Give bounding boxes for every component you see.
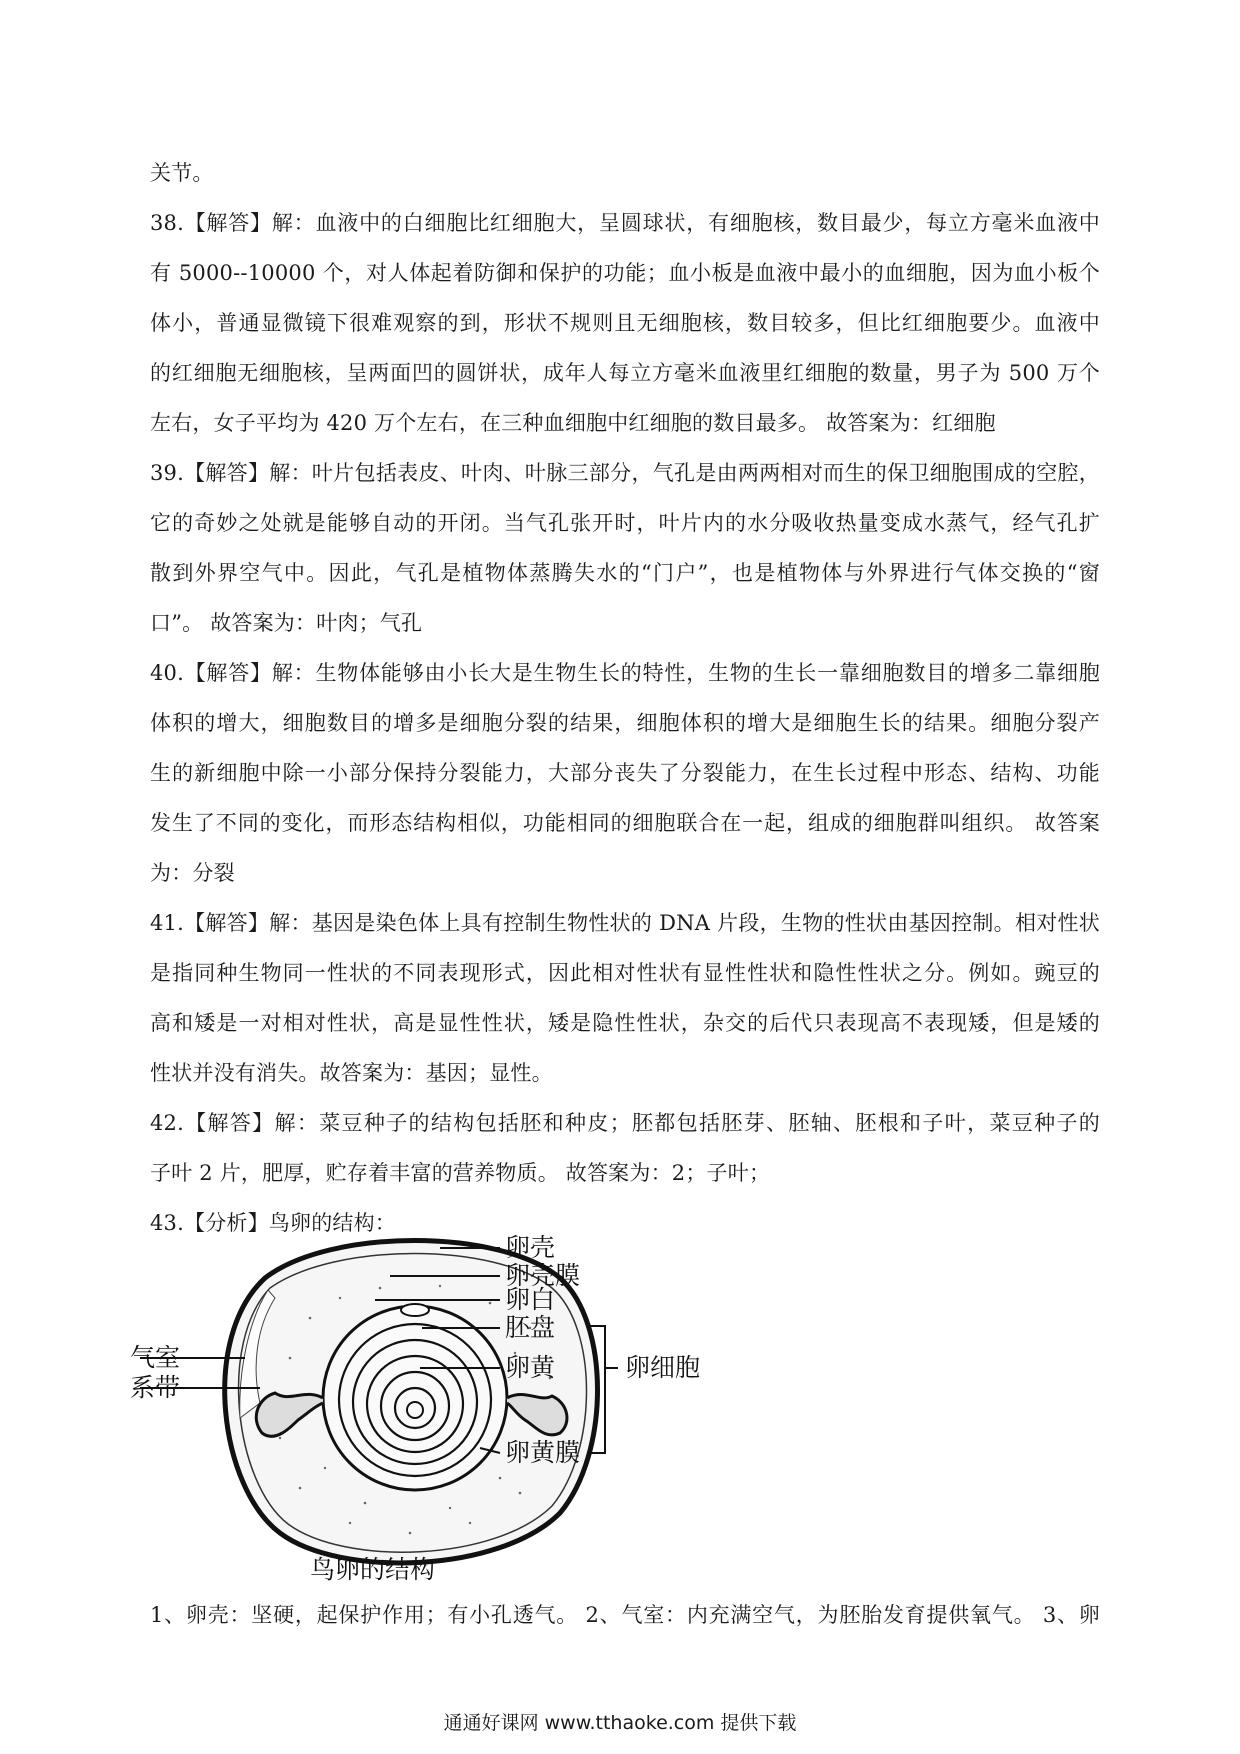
text-line: 它的奇妙之处就是能够自动的开闭。当气孔张开时，叶片内的水分吸收热量变成水蒸气，经气孔扩	[150, 511, 1100, 535]
bird-egg-diagram	[130, 1228, 780, 1588]
text-line: 发生了不同的变化，而形态结构相似，功能相同的细胞联合在一起，组成的细胞群叫组织。 故答案	[150, 811, 1100, 835]
label-shell-membrane: 卵壳膜	[505, 1261, 581, 1290]
label-chalaza: 系带	[130, 1373, 181, 1402]
text-line: 体积的增大，细胞数目的增多是细胞分裂的结果，细胞体积的增大是细胞生长的结果。细胞分裂产	[150, 711, 1100, 735]
text-line: 左右，女子平均为 420 万个左右，在三种血细胞中红细胞的数目最多。 故答案为：红细胞	[150, 411, 996, 435]
label-albumen: 卵白	[505, 1285, 556, 1314]
figure-caption: 鸟卵的结构	[310, 1555, 436, 1584]
label-yolk-membrane: 卵黄膜	[505, 1438, 581, 1467]
text-line: 性状并没有消失。故答案为：基因；显性。	[150, 1061, 553, 1085]
label-egg-cell: 卵细胞	[625, 1353, 701, 1382]
label-yolk: 卵黄	[505, 1353, 556, 1382]
text-line: 关节。	[150, 161, 214, 185]
text-line: 42.【解答】解：菜豆种子的结构包括胚和种皮；胚都包括胚芽、胚轴、胚根和子叶，菜豆种子的	[150, 1111, 1100, 1135]
text-line: 的红细胞无细胞核，呈两面凹的圆饼状，成年人每立方毫米血液里红细胞的数量，男子为 500 万个	[150, 361, 1100, 385]
text-line: 散到外界空气中。因此，气孔是植物体蒸腾失水的“门户”，也是植物体与外界进行气体交换的“窗	[150, 561, 1100, 585]
text-line: 1、卵壳：坚硬，起保护作用；有小孔透气。 2、气室：内充满空气，为胚胎发育提供氧气。 3、卵	[150, 1603, 1100, 1627]
text-line: 生的新细胞中除一小部分保持分裂能力，大部分丧失了分裂能力，在生长过程中形态、结构、功能	[150, 761, 1100, 785]
label-eggshell: 卵壳	[505, 1233, 556, 1262]
text-line: 39.【解答】解：叶片包括表皮、叶肉、叶脉三部分，气孔是由两两相对而生的保卫细胞围成的空腔，	[150, 461, 1100, 485]
text-line: 38.【解答】解：血液中的白细胞比红细胞大，呈圆球状，有细胞核，数目最少，每立方毫米血液中	[150, 211, 1100, 235]
text-line: 体小，普通显微镜下很难观察的到，形状不规则且无细胞核，数目较多，但比红细胞要少。血液中	[150, 311, 1100, 335]
text-line: 高和矮是一对相对性状，高是显性性状，矮是隐性性状，杂交的后代只表现高不表现矮，但是矮的	[150, 1011, 1100, 1035]
text-line: 43.【分析】鸟卵的结构：	[150, 1211, 396, 1235]
label-germinal-disc: 胚盘	[505, 1313, 556, 1342]
text-line: 有 5000--10000 个，对人体起着防御和保护的功能；血小板是血液中最小的血细胞，因为血小板个	[150, 261, 1100, 285]
text-line: 为：分裂	[150, 861, 235, 885]
page-footer: 通通好课网 www.tthaoke.com 提供下载	[443, 1712, 797, 1734]
yolk-rings	[323, 1306, 507, 1490]
germinal-disc	[401, 1304, 429, 1316]
text-line: 41.【解答】解：基因是染色体上具有控制生物性状的 DNA 片段，生物的性状由基因控制。相对性状	[150, 911, 1100, 935]
text-line: 40.【解答】解：生物体能够由小长大是生物生长的特性，生物的生长一靠细胞数目的增多二靠细胞	[150, 661, 1100, 685]
text-line: 口”。 故答案为：叶肉；气孔	[150, 611, 423, 635]
text-line: 是指同种生物同一性状的不同表现形式，因此相对性状有显性性状和隐性性状之分。例如。豌豆的	[150, 961, 1100, 985]
text-line: 子叶 2 片，肥厚，贮存着丰富的营养物质。 故答案为：2；子叶；	[150, 1161, 771, 1185]
label-air-chamber: 气室	[130, 1343, 181, 1372]
